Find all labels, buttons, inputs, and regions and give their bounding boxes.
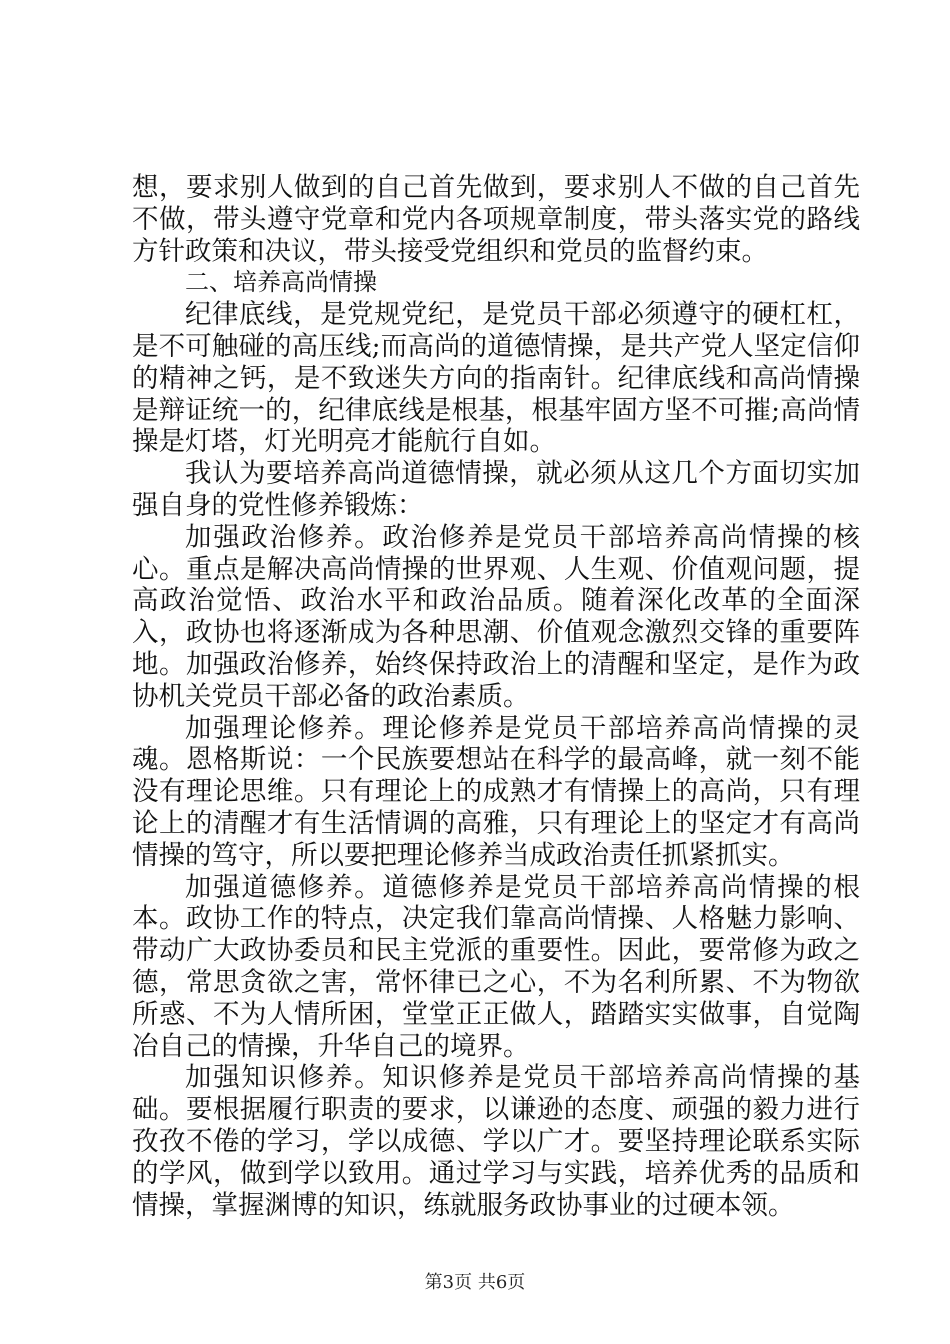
page-footer — [0, 1272, 950, 1294]
paragraph-discipline: 纪律底线，是党规党纪，是党员干部必须遵守的硬杠杠，是不可触碰的高压线;而高尚的道德情操，是共产党人坚定信仰的精神之钙，是不致迷失方向的指南针。纪律底线和高尚情操是辩证统一的，纪律底线是根基，根基牢固方坚不可摧;高尚情操是灯塔，灯光明亮才能航行自如。 — [132, 299, 860, 458]
paragraph-political: 加强政治修养。政治修养是党员干部培养高尚情操的核心。重点是解决高尚情操的世界观、人生观、价值观问题，提高政治觉悟、政治水平和政治品质。随着深化改革的全面深入，政协也将逐渐成为各种思潮、价值观念激烈交锋的重要阵地。加强政治修养，始终保持政治上的清醒和坚定，是作为政协机关党员干部必备的政治素质。 — [132, 521, 860, 712]
section-heading: 二、培养高尚情操 — [185, 268, 377, 297]
page-number: 第3页 共6页 — [424, 1272, 526, 1293]
paragraph-knowledge: 加强知识修养。知识修养是党员干部培养高尚情操的基础。要根据履行职责的要求，以谦逊的态度、顽强的毅力进行孜孜不倦的学习，学以成德、学以广才。要坚持理论联系实际的学风，做到学以致用。通过学习与实践，培养优秀的品质和情操，掌握渊博的知识，练就服务政协事业的过硬本领。 — [132, 1062, 860, 1221]
paragraph-intro: 我认为要培养高尚道德情操，就必须从这几个方面切实加强自身的党性修养锻炼： — [132, 458, 860, 521]
paragraph-theory: 加强理论修养。理论修养是党员干部培养高尚情操的灵魂。恩格斯说：一个民族要想站在科学的最高峰，就一刻不能没有理论思维。只有理论上的成熟才有情操上的高尚，只有理论上的清醒才有生活情调的高雅，只有理论上的坚定才有高尚情操的笃守，所以要把理论修养当成政治责任抓紧抓实。 — [132, 712, 860, 871]
paragraph-moral: 加强道德修养。道德修养是党员干部培养高尚情操的根本。政协工作的特点，决定我们靠高尚情操、人格魅力影响、带动广大政协委员和民主党派的重要性。因此，要常修为政之德，常思贪欲之害，常怀律已之心，不为名利所累、不为物欲所惑、不为人情所困，堂堂正正做人，踏踏实实做事，自觉陶冶自己的情操，升华自己的境界。 — [132, 871, 860, 1062]
continuation-paragraph: 想，要求别人做到的自己首先做到，要求别人不做的自己首先不做，带头遵守党章和党内各项规章制度，带头落实党的路线方针政策和决议，带头接受党组织和党员的监督约束。 — [132, 172, 860, 267]
document-body — [132, 172, 860, 1221]
